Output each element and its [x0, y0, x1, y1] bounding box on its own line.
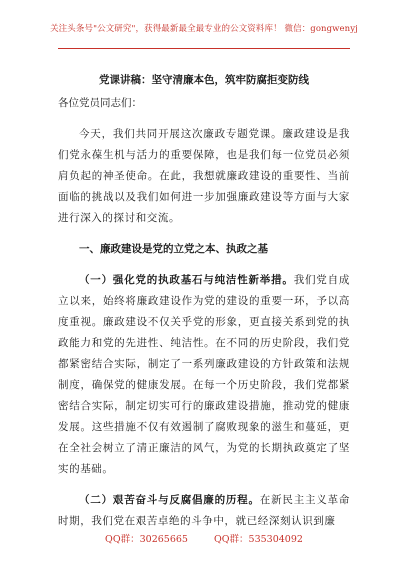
subsection-2-paragraph [58, 490, 350, 532]
salutation: 各位党员同志们： [58, 97, 142, 109]
intro-paragraph: 今天，我们共同开展这次廉政专题党课。廉政建设是我们党永葆生机与活力的重要保障，也是我们每一位党员必须肩负起的神圣使命。在此，我想就廉政建设的重要性、当前面临的挑战以及我们如何进一步加强廉政建设等方面与大家进行深入的探讨和交流。 [58, 128, 350, 224]
subsection-2-lead: （二）艰苦奋斗与反腐倡廉的历程。 [79, 494, 260, 506]
subsection-1-lead: （一）强化党的执政基石与纯洁性新举措。 [79, 274, 294, 286]
header-divider [58, 48, 350, 49]
subsection-1-body: 我们党自成立以来，始终将廉政建设作为党的建设的重要一环，予以高度重视。廉政建设不仅关乎党的形象，更直接关系到党的执政能力和党的先进性、纯洁性。在不同的历史阶段，我们党都紧密结合实际，制定了一系列廉政建设的方针政策和法规制度，确保党的健康发展。在每一个历史阶段，我们党都紧密结合实际，制定切实可行的廉政建设措施，推动党的健康发展。这些措施不仅有效遏制了腐败现象的滋生和蔓延，更在全社会树立了清正廉洁的风气，为党的长期执政奠定了坚实的基础。 [58, 274, 351, 475]
section-heading-1: 一、廉政建设是党的立党之本、执政之基 [79, 243, 268, 255]
subsection-2-body: 在新民主主义革命时期，我们党在艰苦卓绝的斗争中，就已经深刻认识到廉 [58, 494, 350, 527]
footer-qq-group-1: QQ群：30265665 [105, 534, 188, 545]
footer-note [0, 531, 408, 545]
footer-qq-group-2: QQ群：535304092 [213, 534, 303, 545]
subsection-1-paragraph [58, 270, 350, 480]
document-title: 党课讲稿：坚守清廉本色，筑牢防腐拒变防线 [99, 74, 309, 86]
header-note: 关注头条号"公文研究"，获得最新最全最专业的公文资料库！ 微信：gongwenyj [50, 24, 358, 34]
document-body [58, 70, 350, 542]
